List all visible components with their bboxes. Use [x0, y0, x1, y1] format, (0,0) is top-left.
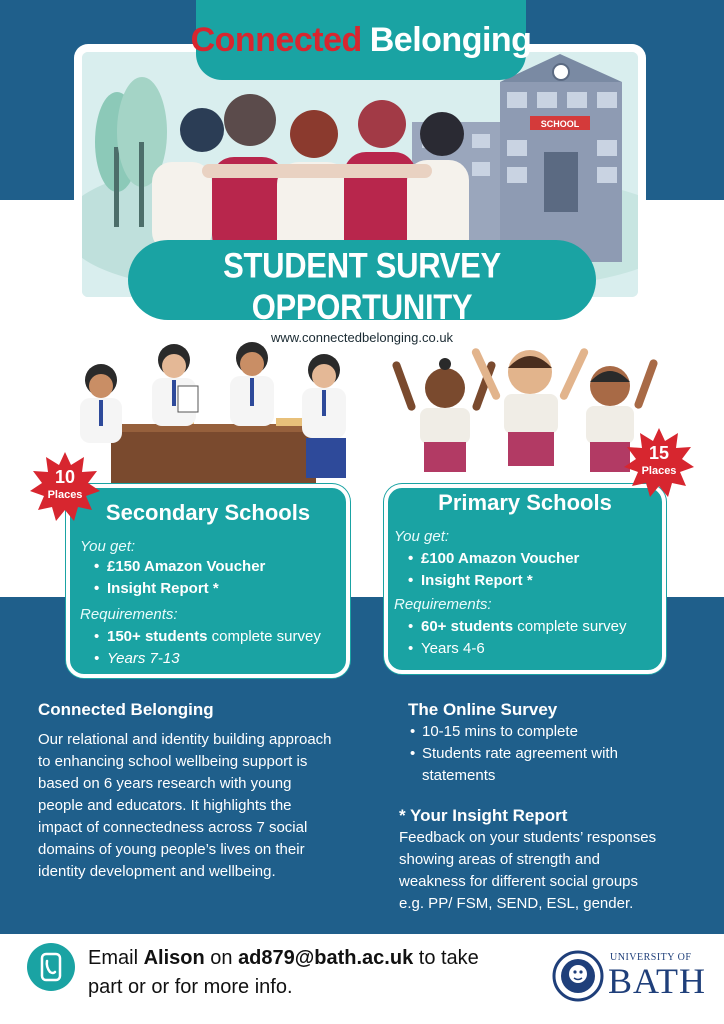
- requirement-text: complete survey: [513, 618, 627, 635]
- secondary-requirements: [92, 626, 321, 670]
- title-belonging: Belonging: [369, 20, 532, 59]
- badge-number: 10: [54, 467, 76, 487]
- about-heading: Connected Belonging: [38, 700, 214, 719]
- primary-places-badge: [624, 428, 694, 498]
- list-item: • £100 Amazon Voucher: [406, 548, 579, 570]
- about-line: Our relational and identity building approach: [38, 731, 332, 748]
- contact-suffix: to take part or or for more info.: [88, 947, 479, 998]
- banner-title: STUDENT SURVEY OPPORTUNITY: [223, 245, 501, 327]
- list-item: • Years 7-13: [92, 648, 321, 670]
- primary-requirements: [406, 616, 627, 660]
- badge-number: 15: [648, 443, 670, 463]
- website-link[interactable]: www.connectedbelonging.co.uk: [270, 330, 454, 345]
- you-get-label: You get:: [394, 528, 450, 545]
- email-icon: [27, 943, 75, 991]
- about-line: based on 6 years research with young: [38, 775, 292, 792]
- contact-prefix: Email: [88, 947, 144, 969]
- university-seal-icon: [552, 950, 604, 1002]
- secondary-benefits: [92, 556, 265, 600]
- contact-middle: on: [204, 947, 239, 969]
- requirement-count: 150+ students: [107, 628, 208, 645]
- contact-name: Alison: [143, 947, 205, 969]
- primary-schools-card: [384, 484, 666, 674]
- secondary-schools-card: [66, 484, 350, 678]
- requirement-text: complete survey: [207, 628, 321, 645]
- report-line: weakness for different social groups: [399, 873, 639, 890]
- list-item: [406, 616, 627, 638]
- survey-banner: [128, 240, 596, 345]
- report-heading: * Your Insight Report: [399, 806, 568, 825]
- about-text: [38, 729, 388, 883]
- logo-main-text: BATH: [608, 961, 707, 1001]
- contact-email-link[interactable]: ad879@bath.ac.uk: [238, 947, 414, 969]
- list-item: • Insight Report *: [406, 570, 579, 592]
- page-title: [190, 0, 532, 80]
- you-get-label: You get:: [80, 538, 136, 555]
- survey-list: [408, 721, 668, 787]
- logo-top-text: UNIVERSITY OF: [610, 952, 692, 963]
- about-line: to enhancing school wellbeing support is: [38, 753, 308, 770]
- list-item: • £150 Amazon Voucher: [92, 556, 265, 578]
- list-item: • Insight Report *: [92, 578, 265, 600]
- badge-label: Places: [47, 489, 83, 501]
- about-line: identity development and wellbeing.: [38, 863, 276, 880]
- report-text: [399, 827, 709, 915]
- secondary-students-illustration: [66, 340, 356, 486]
- university-logo: [552, 950, 707, 1002]
- secondary-places-badge: [30, 452, 100, 522]
- report-line: showing areas of strength and: [399, 851, 600, 868]
- list-item: • 10-15 mins to complete: [408, 721, 668, 743]
- badge-label: Places: [641, 465, 677, 477]
- report-line: e.g. PP/ FSM, SEND, ESL, gender.: [399, 895, 634, 912]
- about-line: people and educators. It highlights the: [38, 797, 292, 814]
- primary-card-title: Primary Schools: [438, 490, 612, 515]
- requirements-label: Requirements:: [394, 596, 492, 613]
- requirements-label: Requirements:: [80, 606, 178, 623]
- survey-heading: The Online Survey: [408, 700, 558, 719]
- list-item: • Years 4-6: [406, 638, 627, 660]
- about-line: domains of young people’s lives on their: [38, 841, 305, 858]
- title-connected: Connected: [190, 20, 362, 59]
- list-item: [92, 626, 321, 648]
- requirement-count: 60+ students: [421, 618, 514, 635]
- list-item: • Students rate agreement with statements: [408, 743, 668, 787]
- about-line: impact of connectedness across 7 social: [38, 819, 308, 836]
- primary-benefits: [406, 548, 579, 592]
- contact-text: [88, 944, 508, 1002]
- secondary-card-title: Secondary Schools: [105, 500, 311, 525]
- report-line: Feedback on your students’ responses: [399, 829, 657, 846]
- svg-text:SCHOOL: SCHOOL: [540, 119, 580, 129]
